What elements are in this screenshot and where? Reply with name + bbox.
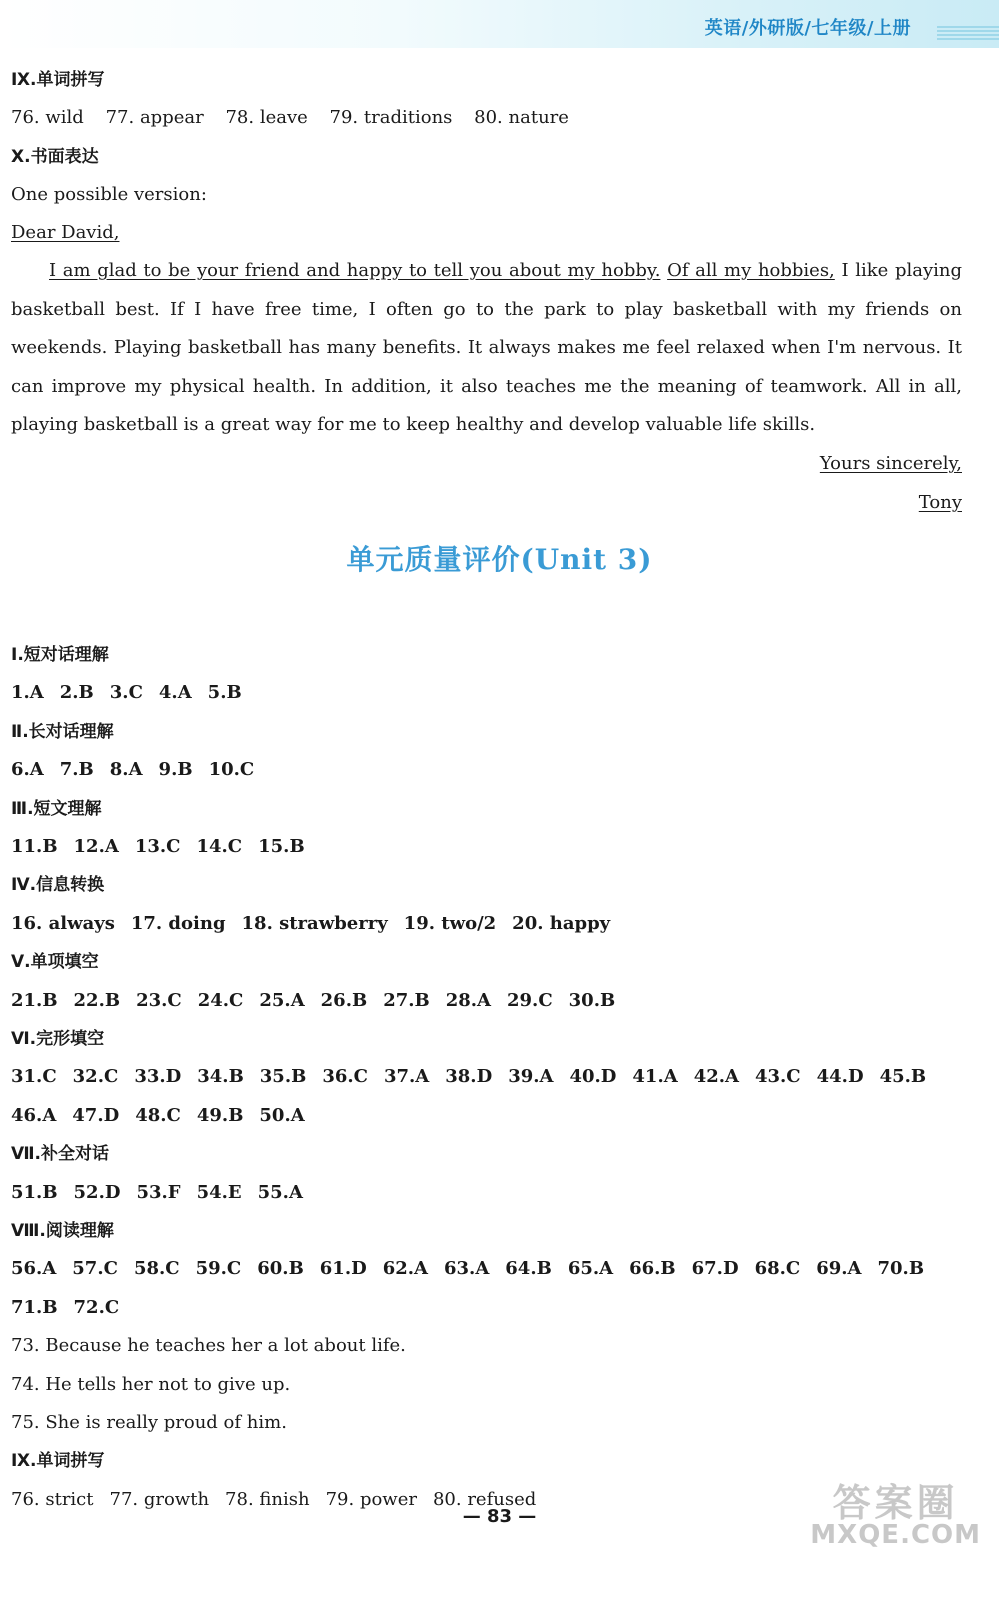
answer-item: 58.C	[133, 1258, 180, 1279]
answer-item: 76. wild	[11, 107, 84, 128]
answer-item: 14.C	[196, 836, 243, 857]
answer-item: 77. appear	[105, 107, 204, 128]
answer-item: 68.C	[754, 1258, 801, 1279]
answer-row	[11, 1182, 991, 1204]
answer-item: 54.E	[196, 1182, 242, 1203]
answer-item: 72.C	[73, 1297, 120, 1318]
letter-signature: Tony	[918, 492, 962, 513]
answer-row	[11, 1066, 991, 1088]
letter-body	[11, 252, 962, 445]
reading-answer-sentence: 75. She is really proud of him.	[11, 1412, 287, 1433]
answer-item: 16. always	[11, 913, 115, 934]
answer-item: 27.B	[383, 990, 430, 1011]
section-heading-writing: Ⅹ.书面表达	[11, 147, 99, 167]
answer-item: 50.A	[259, 1105, 305, 1126]
answer-row	[11, 836, 991, 858]
answer-item: 61.D	[319, 1258, 367, 1279]
answer-item: 18. strawberry	[241, 913, 388, 934]
section-heading: Ⅶ.补全对话	[11, 1144, 110, 1164]
answer-item: 1.A	[11, 682, 44, 703]
answer-item: 34.B	[197, 1066, 244, 1087]
answer-row	[11, 1105, 991, 1127]
section-heading: Ⅴ.单项填空	[11, 952, 99, 972]
answer-item: 35.B	[259, 1066, 307, 1087]
answer-row	[11, 682, 991, 704]
reading-answer-sentence: 73. Because he teaches her a lot about life.	[11, 1335, 406, 1356]
answer-item: 69.A	[816, 1258, 862, 1279]
answer-item: 41.A	[632, 1066, 678, 1087]
letter-greeting: Dear David,	[11, 222, 120, 243]
answer-item: 79. traditions	[329, 107, 453, 128]
answer-item: 53.F	[136, 1182, 181, 1203]
answer-item: 7.B	[59, 759, 94, 780]
spelling-answers-row	[11, 107, 991, 129]
answer-item: 17. doing	[130, 913, 226, 934]
answer-item: 31.C	[11, 1066, 57, 1087]
watermark-line1: 答案圈	[832, 1481, 959, 1525]
version-label: One possible version:	[11, 184, 207, 205]
answer-item: 37.A	[383, 1066, 430, 1087]
answer-item: 28.A	[445, 990, 491, 1011]
answer-item: 78. leave	[225, 107, 308, 128]
letter-closing: Yours sincerely,	[819, 453, 962, 474]
answer-item: 42.A	[693, 1066, 739, 1087]
answer-item: 6.A	[11, 759, 44, 780]
answer-item: 5.B	[207, 682, 242, 703]
answer-item: 80. refused	[432, 1489, 537, 1510]
answer-item: 60.B	[257, 1258, 304, 1279]
section-heading: Ⅳ.信息转换	[11, 875, 105, 895]
answer-item: 46.A	[11, 1105, 57, 1126]
answer-row	[11, 1258, 991, 1280]
answer-item: 19. two/2	[403, 913, 497, 934]
answer-row	[11, 913, 991, 935]
answer-item: 9.B	[158, 759, 193, 780]
answer-item: 47.D	[72, 1105, 120, 1126]
header-band	[0, 0, 999, 48]
unit-title: 单元质量评价(Unit 3)	[346, 543, 653, 576]
answer-item: 62.A	[382, 1258, 428, 1279]
essay-rest: I like playing basketball best. If I have free time, I often go to the park to play basketball with my friends on weekends. Playing basketball has many benefits. It always makes me feel relaxed when I'm nervous. It can improve my physical health. In addition, it also teaches me the meaning of teamwork. All in all, playing basketball is a great way for me to keep healthy and develop valuable life skills.	[11, 260, 962, 435]
answer-item: 11.B	[11, 836, 58, 857]
answer-item: 64.B	[505, 1258, 552, 1279]
answer-item: 55.A	[257, 1182, 303, 1203]
section-heading: Ⅲ.短文理解	[11, 799, 102, 819]
answer-item: 8.A	[109, 759, 143, 780]
answer-item: 20. happy	[512, 913, 611, 934]
answer-item: 40.D	[569, 1066, 617, 1087]
answer-item: 25.A	[259, 990, 305, 1011]
answer-item: 36.C	[322, 1066, 368, 1087]
answer-item: 43.C	[754, 1066, 801, 1087]
answer-item: 21.B	[11, 990, 58, 1011]
answer-item: 2.B	[59, 682, 94, 703]
answer-item: 3.C	[109, 682, 143, 703]
answer-row	[11, 990, 991, 1012]
header-decoration	[937, 26, 999, 42]
answer-item: 66.B	[629, 1258, 676, 1279]
answer-item: 10.C	[208, 759, 255, 780]
answer-item: 71.B	[11, 1297, 58, 1318]
page-number: — 83 —	[462, 1506, 537, 1527]
answer-item: 22.B	[73, 990, 121, 1011]
answer-item: 26.B	[320, 990, 368, 1011]
answer-item: 33.D	[134, 1066, 182, 1087]
answer-item: 57.C	[72, 1258, 118, 1279]
answer-item: 29.C	[507, 990, 553, 1011]
answer-item: 70.B	[877, 1258, 925, 1279]
section-heading: Ⅰ.短对话理解	[11, 645, 109, 665]
answer-item: 12.A	[73, 836, 119, 857]
topic-sentence-2: Of all my hobbies,	[667, 260, 835, 281]
answer-item: 32.C	[72, 1066, 119, 1087]
answer-item: 15.B	[258, 836, 305, 857]
answer-row	[11, 1297, 991, 1319]
answer-item: 79. power	[325, 1489, 417, 1510]
answer-item: 45.B	[879, 1066, 927, 1087]
reading-answer-sentence: 74. He tells her not to give up.	[11, 1374, 291, 1395]
section-heading: Ⅵ.完形填空	[11, 1029, 105, 1049]
book-header-title: 英语/外研版/七年级/上册	[704, 18, 911, 39]
answer-item: 63.A	[444, 1258, 490, 1279]
watermark-line2: MXQE.COM	[810, 1520, 981, 1550]
section-heading: Ⅱ.长对话理解	[11, 722, 114, 742]
answer-item: 77. growth	[109, 1489, 210, 1510]
answer-item: 78. finish	[225, 1489, 310, 1510]
answer-item: 4.A	[158, 682, 192, 703]
answer-item: 51.B	[11, 1182, 58, 1203]
topic-sentence: I am glad to be your friend and happy to tell you about my hobby.	[49, 260, 661, 281]
answer-row	[11, 759, 991, 781]
answer-item: 80. nature	[474, 107, 569, 128]
answer-item: 24.C	[197, 990, 244, 1011]
answer-item: 39.A	[508, 1066, 554, 1087]
answer-item: 44.D	[816, 1066, 864, 1087]
answer-item: 59.C	[195, 1258, 242, 1279]
answer-item: 67.D	[691, 1258, 739, 1279]
answer-item: 76. strict	[11, 1489, 94, 1510]
section-heading-spelling: Ⅸ.单词拼写	[11, 70, 105, 90]
answer-item: 23.C	[136, 990, 182, 1011]
site-watermark	[810, 1481, 981, 1550]
section-heading: Ⅸ.单词拼写	[11, 1451, 105, 1471]
answer-item: 49.B	[196, 1105, 244, 1126]
answer-item: 48.C	[135, 1105, 181, 1126]
answer-item: 38.D	[445, 1066, 493, 1087]
answer-item: 56.A	[11, 1258, 57, 1279]
answer-item: 13.C	[134, 836, 181, 857]
section-heading: Ⅷ.阅读理解	[11, 1221, 114, 1241]
answer-item: 30.B	[568, 990, 616, 1011]
answer-item: 65.A	[567, 1258, 614, 1279]
answer-item: 52.D	[73, 1182, 121, 1203]
